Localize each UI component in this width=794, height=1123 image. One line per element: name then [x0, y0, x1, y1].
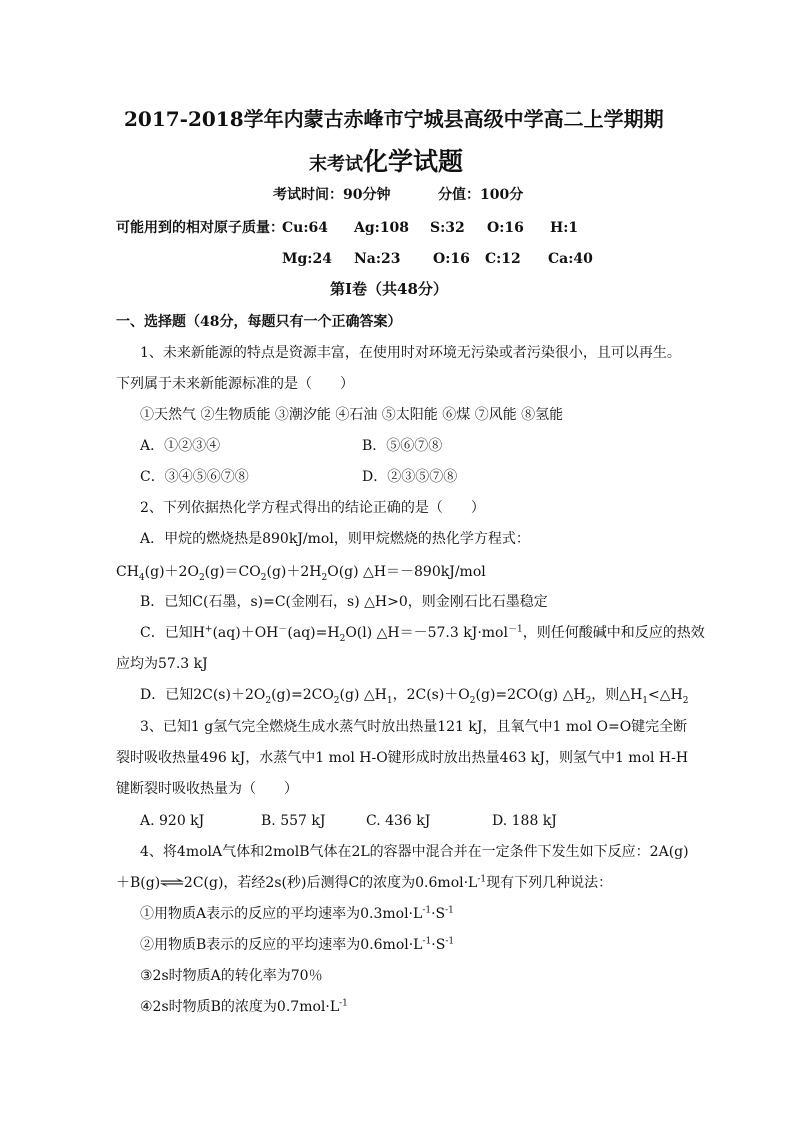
q2-option-a-line1: A．甲烷的燃烧热是890kJ/mol，则甲烷燃烧的热化学方程式： — [140, 531, 530, 547]
title-suffix: 末考试 — [309, 154, 363, 175]
atomic-mass: Mg:24 — [282, 251, 332, 267]
q3-line2: 裂时吸收热量496 kJ，水蒸气中1 mol H-O键形成时放出热量463 kJ，则氢气中1 mol H-H — [116, 750, 689, 766]
q4-statement-1: ①用物质A表示的反应的平均速率为$0.3mol\cdot L^{-1}\cdot S^{-1}$ — [140, 905, 454, 922]
q1-option-d: D．②③⑤⑦⑧ — [362, 469, 458, 485]
q1-option-b: B．⑤⑥⑦⑧ — [362, 438, 443, 454]
atomic-mass: Cu:64 — [282, 220, 328, 236]
q4-statement-3: ③2s时物质A的转化率为70％ — [140, 968, 323, 984]
title-line-2 — [309, 146, 463, 182]
q4-line2: ＋B(g)⇌2C(g)，若经2s(秒)后测得C的浓度为$0.6mol\cdot L^{-1}$现有下列几种说法： — [116, 874, 613, 891]
equilibrium-arrow-icon: ⇌ — [159, 875, 185, 891]
section-title: 一、选择题（48分，每题只有一个正确答案） — [116, 314, 402, 330]
q3-option-d: D. 188 kJ — [492, 813, 557, 829]
q3-option-a: A. 920 kJ — [140, 813, 205, 829]
q1-option-a: A．①②③④ — [140, 438, 221, 454]
title-subject: 化学试题 — [363, 147, 464, 176]
q1-option-c: C．③④⑤⑥⑦⑧ — [140, 469, 249, 485]
exam-time: 考试时间：90分钟 — [273, 187, 391, 203]
q3-option-b: B. 557 kJ — [261, 813, 326, 829]
q2-option-b: B．已知C(石墨，s)=C(金刚石，s) △H>0，则金刚石比石墨稳定 — [140, 594, 548, 610]
atomic-mass: O:16 — [433, 251, 470, 267]
q2-option-c-line1: C．已知$H^+(aq)+OH^-(aq)=H_2O(l)$ △H＝－57.3 kJ·mol$^{-1}$，则任何酸碱中和反应的热效 — [140, 624, 705, 644]
q4-statement-2: ②用物质B表示的反应的平均速率为$0.6mol\cdot L^{-1}\cdot S^{-1}$ — [140, 936, 455, 953]
atomic-mass: O:16 — [487, 220, 524, 236]
q3-line3: 键断裂时吸收热量为（ ） — [116, 781, 298, 797]
q4-statement-4: ④2s时物质B的浓度为$0.7mol\cdot L^{-1}$ — [140, 998, 348, 1015]
exam-score: 分值：100分 — [438, 187, 524, 203]
atomic-mass: Ag:108 — [354, 220, 410, 236]
q2-option-d: D．已知$2C(s)+2O_2(g)=2CO_2(g)$ $\triangle H_1$，$2C(s)+O_2(g)=2CO(g)$ $\triangle H_2$，则$\triangle H_1<\triangle H_2$ — [140, 687, 689, 706]
title-line-1: 2017-2018学年内蒙古赤峰市宁城县高级中学高二上学期期 — [124, 107, 664, 131]
q2-option-a-equation: $CH_4(g)+2O_2(g)=CO_2(g)+2H_2O(g)$ △H＝－890kJ/mol — [116, 564, 486, 583]
q1-items: ①天然气 ②生物质能 ③潮汐能 ④石油 ⑤太阳能 ⑥煤 ⑦风能 ⑧氢能 — [140, 407, 564, 423]
q3-line1: 3、已知1 g氢气完全燃烧生成水蒸气时放出热量121 kJ，且氧气中1 mol O=O键完全断 — [140, 719, 688, 735]
atomic-mass: H:1 — [550, 220, 579, 236]
q1-stem-line2: 下列属于未来新能源标准的是（ ） — [116, 376, 354, 392]
q1-stem-line1: 1、未来新能源的特点是资源丰富，在使用时对环境无污染或者污染很小，且可以再生。 — [140, 345, 681, 361]
atomic-mass: Na:23 — [354, 251, 401, 267]
q4-line1: 4、将4molA气体和2molB气体在2L的容器中混合并在一定条件下发生如下反应：2A(g) — [140, 844, 689, 860]
part-title: 第Ⅰ卷（共48分） — [330, 280, 448, 298]
q3-option-c: C. 436 kJ — [366, 813, 431, 829]
atomic-mass: S:32 — [430, 220, 465, 236]
atomic-mass: C:12 — [485, 251, 521, 267]
q2-option-c-line2: 应均为57.3 kJ — [116, 656, 208, 672]
atomic-mass-label: 可能用到的相对原子质量： — [116, 220, 284, 236]
q2-stem: 2、下列依据热化学方程式得出的结论正确的是（ ） — [140, 500, 485, 516]
atomic-mass: Ca:40 — [548, 251, 593, 267]
